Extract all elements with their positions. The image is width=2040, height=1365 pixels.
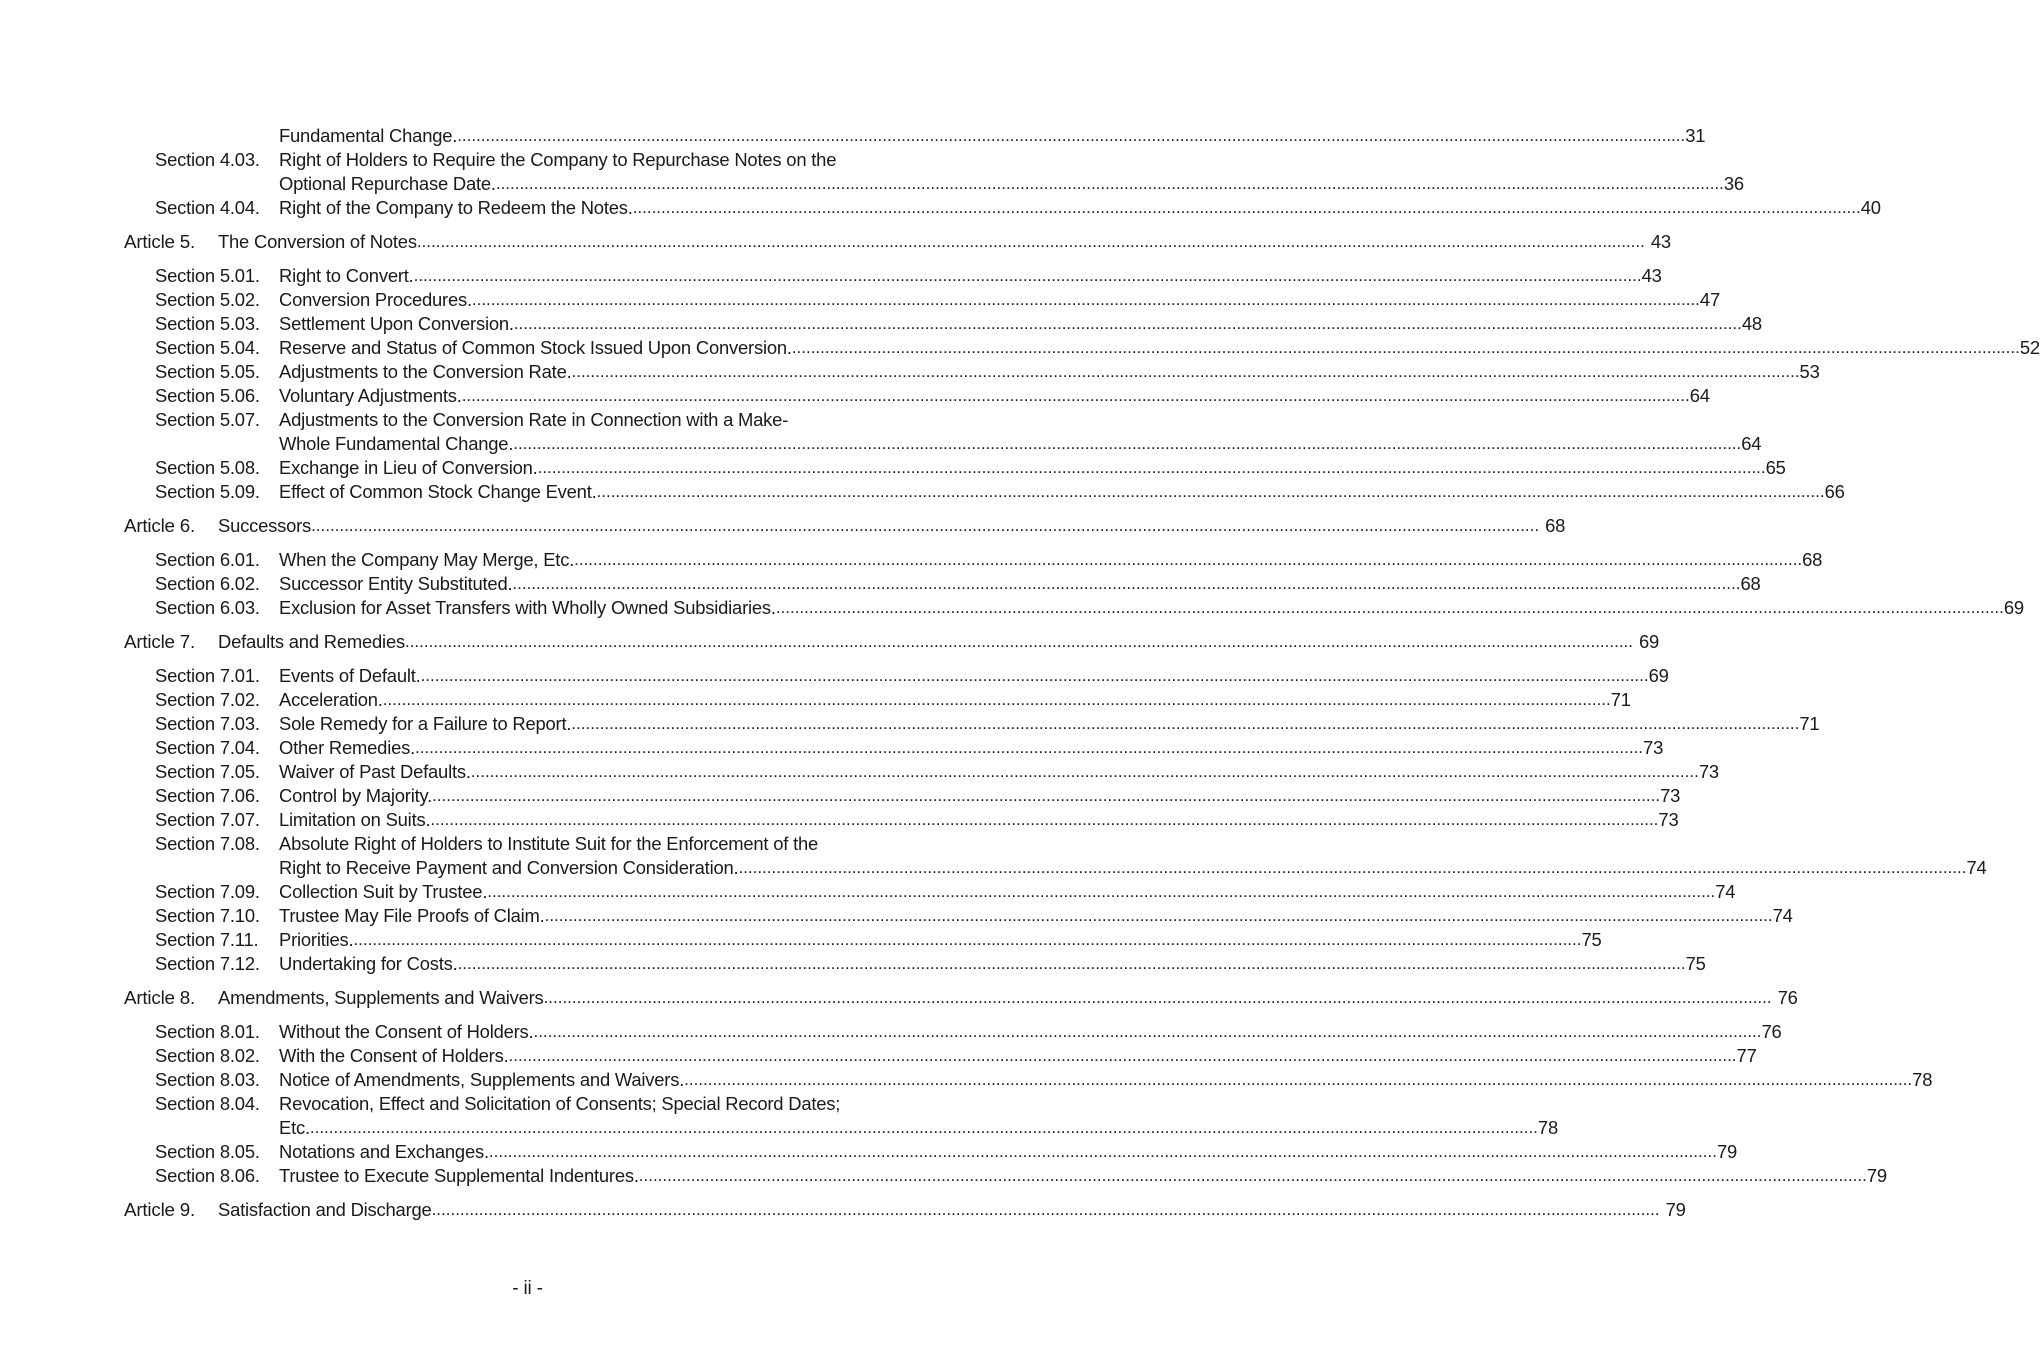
toc-section-entry bbox=[0, 904, 1793, 928]
section-title: Fundamental Change. bbox=[279, 125, 458, 146]
entry-line bbox=[279, 664, 1669, 688]
dot-leader: .................................................................................................................................................................................................................................................................... bbox=[775, 598, 2004, 617]
toc-section-entry bbox=[0, 456, 1786, 480]
entry-line bbox=[279, 288, 1720, 312]
entry-line bbox=[218, 514, 1566, 538]
article-number: Article 6. bbox=[124, 515, 196, 536]
entry-line bbox=[279, 856, 1987, 880]
dot-leader: .................................................................................................................................................................................................................................................................... bbox=[574, 550, 1803, 569]
page-ref: 73 bbox=[1658, 809, 1679, 830]
section-title: Acceleration. bbox=[279, 689, 383, 710]
article-number: Article 9. bbox=[124, 1199, 196, 1220]
page-ref: 65 bbox=[1765, 457, 1786, 478]
entry-line bbox=[218, 986, 1798, 1010]
section-title: Adjustments to the Conversion Rate in Connection with a Make- bbox=[279, 409, 789, 430]
page-ref: 78 bbox=[1912, 1069, 1933, 1090]
toc-section-entry bbox=[0, 124, 1706, 148]
page-ref: 43 bbox=[1641, 265, 1662, 286]
dot-leader: .................................................................................................................................................................................................................................................................... bbox=[487, 882, 1716, 901]
section-title: When the Company May Merge, Etc. bbox=[279, 549, 575, 570]
dot-leader: .................................................................................................................................................................................................................................................................... bbox=[684, 1070, 1913, 1089]
toc-section-entry bbox=[0, 432, 1762, 456]
section-number: Section 7.05. bbox=[155, 761, 260, 782]
section-number: Section 5.02. bbox=[155, 289, 260, 310]
article-title: Defaults and Remedies bbox=[218, 631, 405, 652]
section-title: Priorities. bbox=[279, 929, 354, 950]
entry-line bbox=[279, 360, 1820, 384]
toc-section-entry bbox=[0, 784, 1681, 808]
toc-section-entry bbox=[0, 548, 1823, 572]
entry-line bbox=[279, 1020, 1782, 1044]
section-title: Control by Majority. bbox=[279, 785, 433, 806]
entry-line bbox=[279, 148, 931, 172]
dot-leader: .................................................................................................................................................................................................................................................................... bbox=[415, 738, 1644, 757]
section-title: Other Remedies. bbox=[279, 737, 416, 758]
entry-line bbox=[279, 688, 1631, 712]
toc-section-entry bbox=[0, 336, 2040, 360]
section-title: Collection Suit by Trustee. bbox=[279, 881, 488, 902]
section-number: Section 7.09. bbox=[155, 881, 260, 902]
entry-line bbox=[218, 630, 1660, 654]
section-title: Revocation, Effect and Solicitation of Consents; Special Record Dates; bbox=[279, 1093, 841, 1114]
section-number: Section 7.11. bbox=[155, 929, 259, 950]
section-title: Successor Entity Substituted. bbox=[279, 573, 513, 594]
section-title: Reserve and Status of Common Stock Issued Upon Conversion. bbox=[279, 337, 792, 358]
section-title: Sole Remedy for a Failure to Report. bbox=[279, 713, 572, 734]
entry-line bbox=[279, 1116, 1558, 1140]
entry-line bbox=[279, 336, 2040, 360]
entry-line bbox=[279, 808, 1679, 832]
section-title: Right to Convert. bbox=[279, 265, 414, 286]
entry-line bbox=[279, 736, 1664, 760]
article-number: Article 5. bbox=[124, 231, 196, 252]
toc-section-entry bbox=[0, 1092, 1055, 1116]
entry-line bbox=[279, 928, 1602, 952]
dot-leader: .................................................................................................................................................................................................................................................................... bbox=[353, 930, 1582, 949]
page-ref: 64 bbox=[1689, 385, 1710, 406]
toc-article-entry bbox=[0, 630, 1660, 654]
entry-line bbox=[279, 384, 1710, 408]
entry-line bbox=[279, 1092, 931, 1116]
section-number: Section 5.06. bbox=[155, 385, 260, 406]
dot-leader: .................................................................................................................................................................................................................................................................... bbox=[432, 786, 1661, 805]
entry-line bbox=[279, 480, 1845, 504]
section-number: Section 4.03. bbox=[155, 149, 260, 170]
dot-leader: .................................................................................................................................................................................................................................................................... bbox=[431, 1200, 1660, 1219]
entry-line bbox=[279, 196, 1881, 220]
section-number: Section 5.05. bbox=[155, 361, 260, 382]
page-ref: 69 bbox=[1639, 631, 1660, 652]
section-number: Section 5.04. bbox=[155, 337, 260, 358]
entry-line bbox=[279, 760, 1719, 784]
entry-line bbox=[279, 172, 1744, 196]
section-title: Settlement Upon Conversion. bbox=[279, 313, 514, 334]
toc-article-entry bbox=[0, 514, 1566, 538]
section-number: Section 5.08. bbox=[155, 457, 260, 478]
toc-section-entry bbox=[0, 596, 2024, 620]
dot-leader: .................................................................................................................................................................................................................................................................... bbox=[543, 988, 1772, 1007]
page-ref: 74 bbox=[1966, 857, 1987, 878]
page-ref: 52 bbox=[2019, 337, 2040, 358]
section-title: Events of Default. bbox=[279, 665, 421, 686]
section-number: Section 8.04. bbox=[155, 1093, 260, 1114]
section-title: Without the Consent of Holders. bbox=[279, 1021, 534, 1042]
page-ref: 77 bbox=[1736, 1045, 1757, 1066]
section-number: Section 6.01. bbox=[155, 549, 260, 570]
article-title: Satisfaction and Discharge bbox=[218, 1199, 432, 1220]
toc-section-entry bbox=[0, 1020, 1782, 1044]
dot-leader: .................................................................................................................................................................................................................................................................... bbox=[738, 858, 1967, 877]
page-ref: 69 bbox=[2003, 597, 2024, 618]
dot-leader: .................................................................................................................................................................................................................................................................... bbox=[470, 762, 1699, 781]
page-ref: 53 bbox=[1799, 361, 1820, 382]
entry-line bbox=[279, 784, 1681, 808]
page-ref: 73 bbox=[1643, 737, 1664, 758]
page-ref: 43 bbox=[1650, 231, 1671, 252]
section-title: Right of the Company to Redeem the Notes. bbox=[279, 197, 633, 218]
entry-line bbox=[279, 880, 1736, 904]
article-title: Successors bbox=[218, 515, 312, 536]
entry-line bbox=[279, 572, 1761, 596]
dot-leader: .................................................................................................................................................................................................................................................................... bbox=[571, 714, 1800, 733]
page-ref: 79 bbox=[1716, 1141, 1737, 1162]
article-title: The Conversion of Notes bbox=[218, 231, 417, 252]
section-title: Trustee May File Proofs of Claim. bbox=[279, 905, 545, 926]
toc-section-entry bbox=[0, 1068, 1933, 1092]
dot-leader: .................................................................................................................................................................................................................................................................... bbox=[457, 954, 1686, 973]
section-number: Section 7.07. bbox=[155, 809, 260, 830]
dot-leader: .................................................................................................................................................................................................................................................................... bbox=[512, 574, 1741, 593]
entry-line bbox=[279, 952, 1706, 976]
dot-leader: .................................................................................................................................................................................................................................................................... bbox=[488, 1142, 1717, 1161]
toc-article-entry bbox=[0, 230, 1671, 254]
section-title: Trustee to Execute Supplemental Indentures. bbox=[279, 1165, 639, 1186]
toc-section-entry bbox=[0, 196, 1881, 220]
section-title: Undertaking for Costs. bbox=[279, 953, 458, 974]
section-number: Section 8.01. bbox=[155, 1021, 260, 1042]
dot-leader: .................................................................................................................................................................................................................................................................... bbox=[309, 1118, 1538, 1137]
section-title: Effect of Common Stock Change Event. bbox=[279, 481, 597, 502]
toc-section-entry bbox=[0, 880, 1736, 904]
section-title: Right to Receive Payment and Conversion Consideration. bbox=[279, 857, 739, 878]
section-title: Limitation on Suits. bbox=[279, 809, 431, 830]
section-title: Etc. bbox=[279, 1117, 310, 1138]
section-number: Section 5.09. bbox=[155, 481, 260, 502]
page-ref: 48 bbox=[1741, 313, 1762, 334]
section-title: Conversion Procedures. bbox=[279, 289, 472, 310]
entry-line bbox=[218, 230, 1671, 254]
dot-leader: .................................................................................................................................................................................................................................................................... bbox=[508, 1046, 1737, 1065]
section-number: Section 5.03. bbox=[155, 313, 260, 334]
dot-leader: .................................................................................................................................................................................................................................................................... bbox=[495, 174, 1724, 193]
toc-section-entry bbox=[0, 952, 1706, 976]
section-title: Absolute Right of Holders to Institute Suit for the Enforcement of the bbox=[279, 833, 819, 854]
toc-section-entry bbox=[0, 1044, 1757, 1068]
page-ref: 73 bbox=[1660, 785, 1681, 806]
section-title: With the Consent of Holders. bbox=[279, 1045, 509, 1066]
dot-leader: .................................................................................................................................................................................................................................................................... bbox=[404, 632, 1633, 651]
dot-leader: .................................................................................................................................................................................................................................................................... bbox=[420, 666, 1649, 685]
section-title: Notice of Amendments, Supplements and Waivers. bbox=[279, 1069, 685, 1090]
section-title: Waiver of Past Defaults. bbox=[279, 761, 471, 782]
dot-leader: .................................................................................................................................................................................................................................................................... bbox=[416, 232, 1645, 251]
section-title: Voluntary Adjustments. bbox=[279, 385, 462, 406]
page-ref: 68 bbox=[1802, 549, 1823, 570]
toc-section-entry bbox=[0, 572, 1761, 596]
toc-section-entry bbox=[0, 760, 1719, 784]
page-ref: 66 bbox=[1824, 481, 1845, 502]
page-ref: 71 bbox=[1610, 689, 1631, 710]
entry-line bbox=[279, 408, 931, 432]
dot-leader: .................................................................................................................................................................................................................................................................... bbox=[571, 362, 1800, 381]
section-title: Exclusion for Asset Transfers with Wholly Owned Subsidiaries. bbox=[279, 597, 776, 618]
toc-section-entry bbox=[0, 480, 1845, 504]
section-title: Adjustments to the Conversion Rate. bbox=[279, 361, 572, 382]
page-ref: 47 bbox=[1699, 289, 1720, 310]
page-ref: 79 bbox=[1866, 1165, 1887, 1186]
entry-line bbox=[279, 548, 1823, 572]
section-number: Section 7.06. bbox=[155, 785, 260, 806]
section-title: Exchange in Lieu of Conversion. bbox=[279, 457, 538, 478]
entry-line bbox=[279, 596, 2024, 620]
section-number: Section 8.06. bbox=[155, 1165, 260, 1186]
entry-line bbox=[279, 1140, 1737, 1164]
page-ref: 78 bbox=[1537, 1117, 1558, 1138]
toc-section-entry bbox=[0, 688, 1631, 712]
entry-line bbox=[279, 712, 1820, 736]
toc-section-entry bbox=[0, 288, 1720, 312]
section-number: Section 7.10. bbox=[155, 905, 260, 926]
toc-section-entry bbox=[0, 1140, 1737, 1164]
section-number: Section 4.04. bbox=[155, 197, 260, 218]
dot-leader: .................................................................................................................................................................................................................................................................... bbox=[632, 198, 1861, 217]
page-ref: 40 bbox=[1860, 197, 1881, 218]
page-ref: 79 bbox=[1665, 1199, 1686, 1220]
entry-line bbox=[279, 1164, 1887, 1188]
page-ref: 73 bbox=[1698, 761, 1719, 782]
dot-leader: .................................................................................................................................................................................................................................................................... bbox=[382, 690, 1611, 709]
article-number: Article 7. bbox=[124, 631, 196, 652]
dot-leader: .................................................................................................................................................................................................................................................................... bbox=[461, 386, 1690, 405]
section-number: Section 5.07. bbox=[155, 409, 260, 430]
section-number: Section 5.01. bbox=[155, 265, 260, 286]
section-number: Section 7.08. bbox=[155, 833, 260, 854]
dot-leader: .................................................................................................................................................................................................................................................................... bbox=[311, 516, 1540, 535]
entry-line bbox=[279, 904, 1793, 928]
entry-line bbox=[279, 312, 1762, 336]
toc-section-entry bbox=[0, 384, 1710, 408]
toc-section-entry bbox=[0, 664, 1669, 688]
toc-section-entry bbox=[0, 1164, 1887, 1188]
dot-leader: .................................................................................................................................................................................................................................................................... bbox=[513, 434, 1742, 453]
toc-section-entry bbox=[0, 172, 1744, 196]
dot-leader: .................................................................................................................................................................................................................................................................... bbox=[596, 482, 1825, 501]
section-number: Section 7.02. bbox=[155, 689, 260, 710]
section-title: Notations and Exchanges. bbox=[279, 1141, 489, 1162]
page-ref: 71 bbox=[1799, 713, 1820, 734]
section-title: Optional Repurchase Date. bbox=[279, 173, 496, 194]
article-number: Article 8. bbox=[124, 987, 196, 1008]
page-ref: 76 bbox=[1761, 1021, 1782, 1042]
page-ref: 64 bbox=[1741, 433, 1762, 454]
section-number: Section 8.05. bbox=[155, 1141, 260, 1162]
toc-article-entry bbox=[0, 1198, 1686, 1222]
page-ref: 31 bbox=[1685, 125, 1706, 146]
toc-section-entry bbox=[0, 1116, 1558, 1140]
dot-leader: .................................................................................................................................................................................................................................................................... bbox=[537, 458, 1766, 477]
section-title: Right of Holders to Require the Company to Repurchase Notes on the bbox=[279, 149, 837, 170]
entry-line bbox=[279, 432, 1762, 456]
toc-section-entry bbox=[0, 360, 1820, 384]
page-ref: 68 bbox=[1545, 515, 1566, 536]
page-ref: 69 bbox=[1648, 665, 1669, 686]
page-ref: 74 bbox=[1715, 881, 1736, 902]
section-title: Whole Fundamental Change. bbox=[279, 433, 514, 454]
toc-article-entry bbox=[0, 986, 1798, 1010]
section-number: Section 7.04. bbox=[155, 737, 260, 758]
section-number: Section 7.12. bbox=[155, 953, 260, 974]
page-ref: 75 bbox=[1581, 929, 1602, 950]
toc-section-entry bbox=[0, 928, 1602, 952]
page-ref: 36 bbox=[1723, 173, 1744, 194]
entry-line bbox=[279, 264, 1662, 288]
section-number: Section 6.03. bbox=[155, 597, 260, 618]
page-ref: 75 bbox=[1685, 953, 1706, 974]
toc-section-entry bbox=[0, 808, 1679, 832]
section-number: Section 8.02. bbox=[155, 1045, 260, 1066]
page-number: - ii - bbox=[512, 1278, 543, 1299]
entry-line bbox=[279, 1068, 1933, 1092]
dot-leader: .................................................................................................................................................................................................................................................................... bbox=[533, 1022, 1762, 1041]
section-number: Section 7.03. bbox=[155, 713, 260, 734]
toc-section-entry bbox=[0, 832, 1055, 856]
dot-leader: .................................................................................................................................................................................................................................................................... bbox=[471, 290, 1700, 309]
dot-leader: .................................................................................................................................................................................................................................................................... bbox=[544, 906, 1773, 925]
toc-section-entry bbox=[0, 264, 1662, 288]
toc-section-entry bbox=[0, 312, 1762, 336]
entry-line bbox=[279, 1044, 1757, 1068]
entry-line bbox=[218, 1198, 1686, 1222]
toc-section-entry bbox=[0, 736, 1664, 760]
dot-leader: .................................................................................................................................................................................................................................................................... bbox=[430, 810, 1659, 829]
entry-line bbox=[279, 456, 1786, 480]
dot-leader: .................................................................................................................................................................................................................................................................... bbox=[791, 338, 2020, 357]
section-number: Section 7.01. bbox=[155, 665, 260, 686]
table-of-contents bbox=[0, 124, 2040, 1232]
toc-section-entry bbox=[0, 712, 1820, 736]
page-ref: 68 bbox=[1740, 573, 1761, 594]
dot-leader: .................................................................................................................................................................................................................................................................... bbox=[413, 266, 1642, 285]
section-number: Section 8.03. bbox=[155, 1069, 260, 1090]
article-title: Amendments, Supplements and Waivers bbox=[218, 987, 544, 1008]
dot-leader: .................................................................................................................................................................................................................................................................... bbox=[513, 314, 1742, 333]
page-ref: 76 bbox=[1777, 987, 1798, 1008]
entry-line bbox=[279, 124, 1706, 148]
dot-leader: .................................................................................................................................................................................................................................................................... bbox=[638, 1166, 1867, 1185]
toc-section-entry bbox=[0, 148, 1055, 172]
section-number: Section 6.02. bbox=[155, 573, 260, 594]
dot-leader: .................................................................................................................................................................................................................................................................... bbox=[457, 126, 1686, 145]
toc-section-entry bbox=[0, 408, 1055, 432]
entry-line bbox=[279, 832, 931, 856]
toc-section-entry bbox=[0, 856, 1987, 880]
page-ref: 74 bbox=[1772, 905, 1793, 926]
